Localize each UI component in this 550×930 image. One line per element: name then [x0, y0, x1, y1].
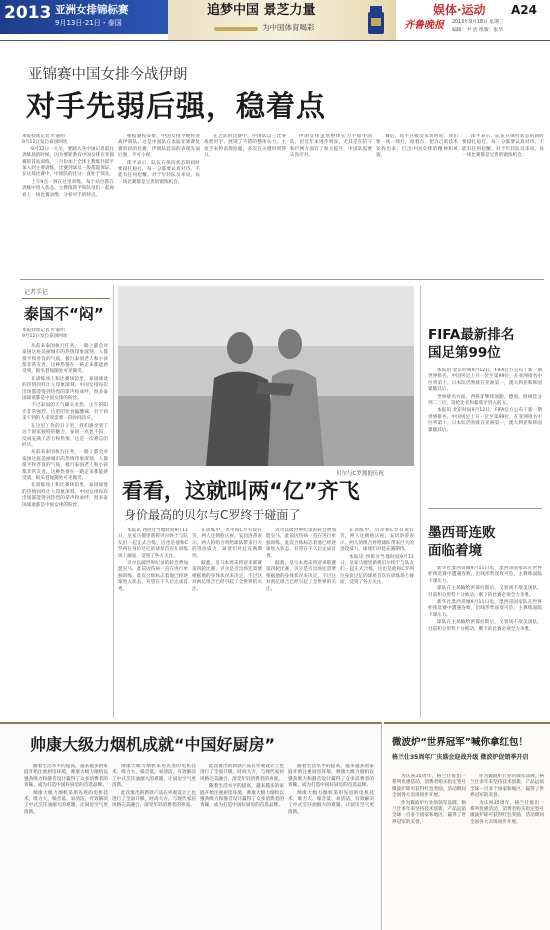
- feature-paragraph: 贝尔以破世界纪录的转会费加盟皇马，此前因伤病一直在进行单独训练。此次合练标志着他已经逐渐进入状态，有望在不久后完成首秀。: [266, 528, 336, 559]
- bottom-right-paragraph: 为庆祝35周年，格兰仕推出一系列优惠活动，消费者购买指定型号微波炉即可获得红包奖励，活动期间全国各大卖场同步开展。: [392, 774, 466, 799]
- mexico-paragraph: 球队在主场输给洪都拉斯后，又客场不敌美国队，目前积分形势十分被动，剩下的比赛必须全力争胜。: [428, 586, 542, 598]
- right-column-inner-rule: [428, 508, 542, 509]
- page-number: A24: [511, 3, 537, 17]
- bottom-right-headline: 微波炉“世界冠军”喊你拿红包！: [392, 737, 528, 748]
- header-dates: 9月13日-21日・泰国: [55, 19, 122, 27]
- bottom-left-paragraph: 此次推出的新款产品在外观设计上也进行了全面升级，时尚大方，与现代家居风格完美融合，深受年轻消费者的喜爱。: [200, 764, 284, 782]
- feature-headline: 看看，这就叫两“亿”齐飞: [122, 479, 360, 503]
- bottom-left-paragraph: 帅康大级力烟机采用先进的电机技术，吸力大、噪音低、易清洁，有效解决了中式烹饪油烟大的难题，让厨房空气更清新。: [288, 790, 374, 815]
- ad-subtitle: 为中国体育喝彩: [262, 23, 315, 32]
- feature-paragraph: 贝尔以破世界纪录的转会费加盟皇马，此前因伤病一直在进行单独训练。此次合练标志着他已经逐渐进入状态，有望在不久后完成首秀。: [118, 561, 188, 592]
- header-meta-date: 2013年9月18日 星期三: [452, 20, 504, 25]
- fifa-paragraph: 世界排名方面，西班牙继续领跑，德国、阿根廷分列二三位，哥伦比亚和葡萄牙进入前五。: [428, 394, 542, 407]
- feature-paragraph: 在训练中，贝尔和C罗有说有笑，两人还拥抱庆祝。安切洛蒂表示，两人的组合将给球队带来巨大的进攻威力，球迷们对此充满期待。: [192, 528, 262, 559]
- fifa-title-1: FIFA最新排名: [428, 327, 515, 343]
- notes-tag-rule: [22, 298, 110, 299]
- header-year: 2013: [4, 3, 52, 23]
- notes-paragraph: 从前来泰国执行任务，一路上都会对泰国这座美丽城市的热情印象深刻，人都很平和善良的气质，极行泰国老人和小孩都非常友善。这种热情在一路走来都能感受到，街头巷尾随处可见微笑。: [22, 343, 108, 375]
- bottom-left-col-3: [200, 764, 284, 924]
- bottom-right-col-1: [392, 774, 466, 924]
- mexico-paragraph: 新华社墨西哥城9月11日电，墨西哥国家队在世界杯预选赛中遭遇连败，出线形势岌岌可危，主教练面临下课压力。: [428, 600, 542, 618]
- lead-col-6: [462, 134, 544, 272]
- feature-paragraph: 据悉，皇马本周末将迎来联赛第四轮比赛，贝尔是否出场还需要根据他的身体状况来决定，不过这对两亿组合已经引起了全世界的关注。: [192, 561, 262, 592]
- lead-paragraph: 郎平表示，队伍在保持状态的同时要稳扎稳打，每一分都要认真对待，不能有任何松懈。对于年轻队员来说，每一场比赛都是宝贵的锻炼机会。: [462, 134, 544, 159]
- feature-paragraph: 本报讯 西班牙当地时间9月11日，皇家马德里新援贝尔终于与队友们一起正式合练，这也是他和C罗两位身价过亿的球星首次在训练场上碰面，受到了各方关注。: [340, 554, 414, 586]
- notes-paragraph: 在训练场上和比赛场馆里，泰国球迷的热情同样让人印象深刻。中国女排每次出场都能得到热烈的掌声和欢呼，很多泰国球迷都是中国女排的粉丝。: [22, 376, 108, 402]
- lead-paragraph: 在之前的比赛中，中国队以三比零战胜对手，展现了不错的整体实力。主攻手朱婷表现抢眼，多次在关键时刻得分。: [204, 134, 286, 159]
- fifa-paragraph: 本报讯 北京时间9月12日，FIFA官方公布了新一期世界排名，中国男足上升一位至第99位，在亚洲排名中位列第十。日本队仍然排在亚洲第一，澳大利亚和韩国紧随其后。: [428, 408, 542, 433]
- bottom-left-paragraph: 此次推出的新款产品在外观设计上也进行了全面升级，时尚大方，与现代家居风格完美融合，深受年轻消费者的喜爱。: [112, 790, 196, 809]
- notes-tag: 记者手记: [24, 289, 49, 296]
- header-event: 亚洲女排锦标赛: [55, 4, 129, 16]
- notes-paragraph: 从前来泰国执行任务，一路上都会对泰国这座美丽城市的热情印象深刻，人都很平和善良的气质，极行泰国老人和小孩都非常友善。这种热情在一路走来都能感受到，街头巷尾随处可见微笑。: [22, 450, 108, 481]
- ad-gold-script-line: [214, 27, 258, 31]
- feature-subhead: 身价最高的贝尔与C罗终于碰面了: [124, 508, 301, 522]
- bottom-right-col-2: [470, 774, 544, 924]
- lead-kicker: 亚锦赛中国女排今战伊朗: [28, 67, 188, 83]
- photo-caption: 贝尔与C罗拥抱庆祝: [336, 471, 384, 477]
- lead-paragraph: 伊朗女排虽然整体实力不如中国队，但近年来进步明显，尤其是在防守和拦网方面有了很大提升，中国队需要认真应对。: [290, 134, 372, 159]
- bottom-right-subhead: 格兰仕35周年厂庆盛会迎战升级 微波炉促销季开启: [392, 754, 529, 761]
- lead-col-4: [290, 134, 372, 272]
- bottom-left-col-2: [112, 764, 196, 924]
- feature-col-4: [340, 528, 414, 716]
- lead-paragraph: 赛后，郎平在接受采访时说：我们要一场一场打，稳着点，把自己的技术发挥出来，打出中国女排的精神和风貌。: [376, 134, 458, 159]
- bottom-right-paragraph: 作为微波炉行业的领军品牌，格兰仕多年来坚持技术创新，产品远销全球一百多个国家和地区，赢得了世界冠军的美誉。: [392, 800, 466, 825]
- bottom-left-headline: 帅康大级力烟机成就“中国好厨房”: [30, 735, 276, 754]
- lead-headline: 对手先弱后强，稳着点: [26, 89, 327, 123]
- ad-bottle-icon: [364, 4, 388, 36]
- mexico-text: [428, 566, 542, 716]
- notes-paragraph: 在训练场上和比赛场馆里，泰国球迷的热情同样让人印象深刻。中国女排每次出场都能得到热烈的掌声和欢呼，很多泰国球迷都是中国女排的粉丝。: [22, 483, 108, 508]
- bottom-left-paragraph: 随着生活水平的提高，越来越多的家庭开始注重厨房环境，帅康大级力烟机以强劲吸力和静音设计赢得了众多消费者的青睐，成为打造中国好厨房的首选品牌。: [200, 784, 284, 809]
- mexico-title-2: 面临着境: [428, 543, 482, 559]
- bottom-left-col-4: [288, 764, 374, 924]
- bottom-left-paragraph: 随着生活水平的提高，越来越多的家庭开始注重厨房环境，帅康大级力烟机以强劲吸力和静音设计赢得了众多消费者的青睐，成为打造中国好厨房的首选品牌。: [24, 764, 108, 789]
- bottom-right-paragraph: 为庆祝35周年，格兰仕推出一系列优惠活动，消费者购买指定型号微波炉即可获得红包奖励，活动期间全国各大卖场同步开展。: [470, 800, 544, 825]
- lead-byline-place: 9月12日发自泰国呵叻: [22, 140, 68, 146]
- lead-col-2: [118, 134, 200, 272]
- lead-col-5: [376, 134, 458, 272]
- lead-col-1: [22, 134, 114, 272]
- ad-title: 追梦中国 景芝力量: [207, 3, 316, 18]
- header-divider: [0, 40, 550, 41]
- lead-paragraph: 根据赛程安排，中国女排今晚将迎战伊朗队。这是中国队在本届亚锦赛复赛阶段的比赛，伊朗队此前的表现先弱后强，不可小视。: [118, 134, 200, 159]
- feature-paragraph: 据悉，皇马本周末将迎来联赛第四轮比赛，贝尔是否出场还需要根据他的身体状况来决定，不过这对两亿组合已经引起了全世界的关注。: [266, 561, 336, 592]
- notes-paragraph: 不过泰国的天气确实炎热，正午的阳光非常强烈。这里的饮食偏酸辣，对于初来乍到的人来说需要一段时间适应。: [22, 403, 108, 422]
- fifa-paragraph: 本报讯 北京时间9月12日，FIFA官方公布了新一期世界排名，中国男足上升一位至第99位，在亚洲排名中位列第十。日本队仍然排在亚洲第一，澳大利亚和韩国紧随其后。: [428, 368, 542, 393]
- notes-paragraph: 在这里工作的日子里，我们感受到了这个国家独特的魅力，泰国一点也不闷，反而充满了活力和热情，这是一次难忘的经历。: [22, 423, 108, 448]
- mexico-paragraph: 新华社墨西哥城9月11日电，墨西哥国家队在世界杯预选赛中遭遇连败，出线形势岌岌可危，主教练面临下课压力。: [428, 566, 542, 584]
- bottom-left-paragraph: 帅康大级力烟机采用先进的电机技术，吸力大、噪音低、易清洁，有效解决了中式烹饪油烟大的难题，让厨房空气更清新。: [112, 764, 196, 789]
- notes-byline: 本报特派记者 叶嘉明: [22, 328, 65, 333]
- bottom-right-paragraph: 作为微波炉行业的领军品牌，格兰仕多年来坚持技术创新，产品远销全球一百多个国家和地区，赢得了世界冠军的美誉。: [470, 774, 544, 799]
- bottom-left-paragraph: 随着生活水平的提高，越来越多的家庭开始注重厨房环境，帅康大级力烟机以强劲吸力和静音设计赢得了众多消费者的青睐，成为打造中国好厨房的首选品牌。: [288, 764, 374, 789]
- feature-col-3: [266, 528, 336, 716]
- fifa-title-2: 国足第99位: [428, 345, 501, 361]
- section-title: 娱体·运动: [433, 3, 486, 17]
- fifa-text: [428, 368, 542, 502]
- notes-text: [22, 328, 108, 716]
- lead-byline: 本报特派记者 叶嘉明: [22, 134, 65, 139]
- lead-paragraph: 上午9点一到在这里训练，每个站位都在训练中进入状态，主教练郎平和队员们一起观看上一场比赛录像，分析对手的特点。: [22, 179, 114, 198]
- lead-divider: [20, 279, 544, 280]
- paper-logo: 齐鲁晚报: [404, 20, 444, 31]
- lead-paragraph: 9月12日一大早，要踏入各中国记者前往训练场的时候，因为要轮番有中国女排在亚锦赛的首站训练，三月份加上全体主教练共郎平加入到主要训练，比赛到球员一般都能保证。在这场比赛中，中国队的比分一直处于领先。: [22, 146, 114, 178]
- feature-paragraph: 在训练中，贝尔和C罗有说有笑，两人还拥抱庆祝。安切洛蒂表示，两人的组合将给球队带来巨大的进攻威力，球迷们对此充满期待。: [340, 528, 414, 553]
- news-photo: [118, 286, 414, 466]
- mexico-paragraph: 球队在主场输给洪都拉斯后，又客场不敌美国队，目前积分形势十分被动，剩下的比赛必须全力争胜。: [428, 620, 542, 632]
- lead-paragraph: 郎平表示，队伍在保持状态的同时要稳扎稳打，每一分都要认真对待，不能有任何松懈。对于年轻队员来说，每一场比赛都是宝贵的锻炼机会。: [118, 160, 200, 185]
- feature-col-2: [192, 528, 262, 716]
- header-meta-editor: 编辑：尹 浩 组版：张华: [452, 28, 504, 33]
- notes-column-divider: [113, 286, 114, 718]
- lead-col-3: [204, 134, 286, 272]
- feature-col-1: [118, 528, 188, 716]
- bottom-left-paragraph: 帅康大级力烟机采用先进的电机技术，吸力大、噪音低、易清洁，有效解决了中式烹饪油烟大的难题，让厨房空气更清新。: [24, 790, 108, 815]
- bottom-left-col-1: [24, 764, 108, 924]
- mexico-title-1: 墨西哥连败: [428, 525, 496, 541]
- notes-title: 泰国不“闷”: [24, 305, 104, 323]
- right-column-divider: [420, 286, 421, 718]
- feature-paragraph: 本报讯 西班牙当地时间9月11日，皇家马德里新援贝尔终于与队友们一起正式合练，这也是他和C罗两位身价过亿的球星首次在训练场上碰面，受到了各方关注。: [118, 528, 188, 559]
- notes-byline-place: 9月12日发自泰国呵叻: [22, 334, 68, 340]
